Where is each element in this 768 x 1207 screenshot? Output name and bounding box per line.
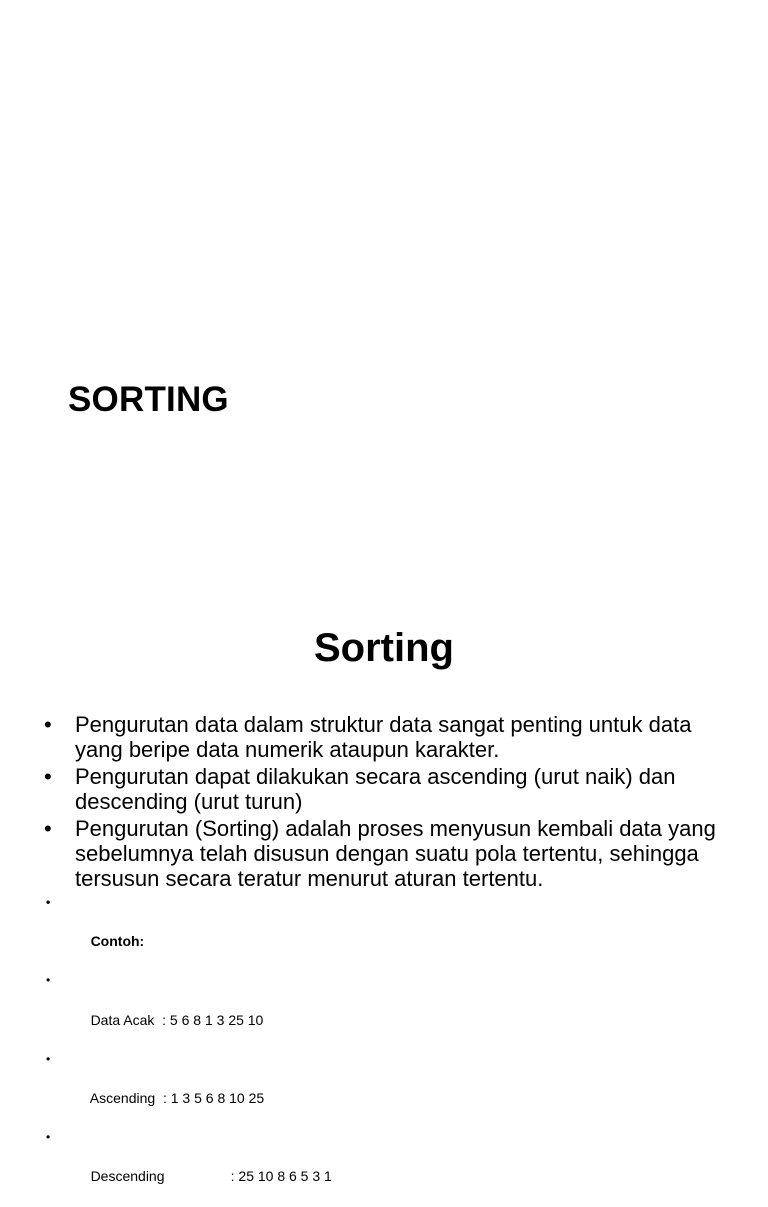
example-row — [44, 1050, 734, 1128]
bullet-icon: • — [46, 895, 51, 909]
example-row-text: Data Acak : 5 6 8 1 3 25 10 — [90, 1011, 264, 1028]
bullet-item — [44, 764, 734, 814]
example-row — [44, 1128, 734, 1206]
bullet-item — [44, 816, 734, 891]
bullet-icon: • — [46, 1051, 51, 1066]
bullet-icon: • — [46, 973, 51, 988]
example-label-item — [44, 893, 734, 971]
bullet-text: Pengurutan data dalam struktur data sangat penting untuk data yang beripe data numerik ataupun karakter. — [75, 712, 692, 762]
bullet-text: Pengurutan dapat dilakukan secara ascending (urut naik) dan descending (urut turun) — [75, 764, 676, 814]
bullet-icon: • — [44, 712, 52, 737]
example-row-text: Ascending : 1 3 5 6 8 10 25 — [89, 1089, 265, 1106]
bullet-icon: • — [44, 764, 52, 789]
example-label: Contoh: — [90, 933, 145, 950]
section-heading: Sorting — [314, 626, 454, 670]
bullet-icon: • — [44, 816, 52, 841]
bullet-item — [44, 712, 734, 762]
example-row — [44, 971, 734, 1049]
bullet-list — [44, 712, 734, 1207]
bullet-text: Pengurutan (Sorting) adalah proses menyusun kembali data yang sebelumnya telah disusun dengan suatu pola tertentu, sehingga tersusun secara teratur menurut aturan tertentu. — [75, 816, 716, 891]
bullet-icon: • — [46, 1130, 51, 1145]
slide-title: SORTING — [68, 380, 229, 419]
example-row-text: Descending : 25 10 8 6 5 3 1 — [90, 1168, 332, 1185]
